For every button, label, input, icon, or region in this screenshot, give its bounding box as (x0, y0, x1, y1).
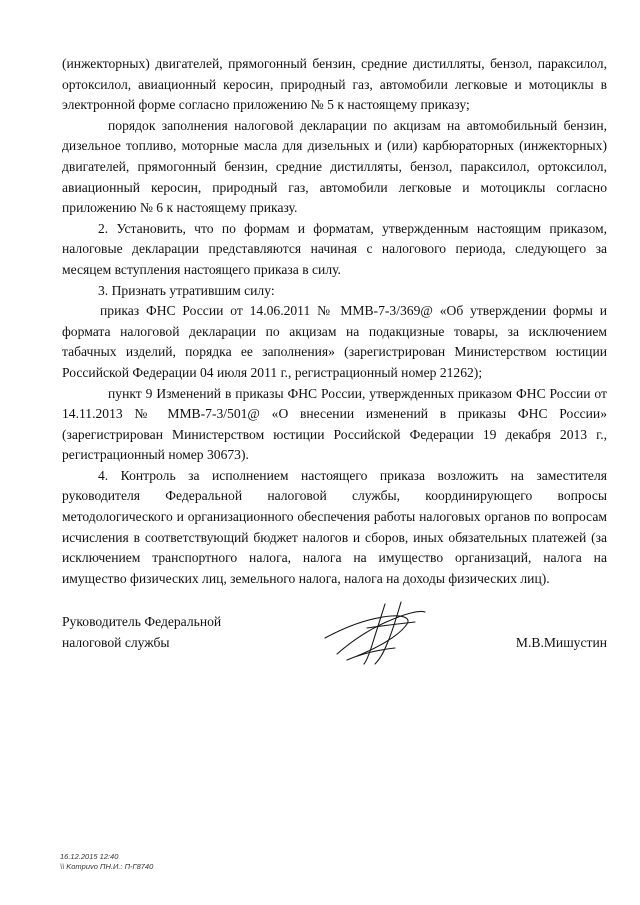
signatory-title (62, 612, 282, 653)
paragraph-clause-4: 4. Контроль за исполнением настоящего приказа возложить на заместителя руководителя Федеральной налоговой службы, координирующего вопросы методологического и организационного обеспечения работы налоговых органов по вопросам исчисления в соответствующий бюджет налогов и сборов, иных обязательных платежей (за исключением транспортного налога, налога на имущество организаций, налога на имущество физических лиц, земельного налога, налога на доходы физических лиц). (62, 467, 607, 586)
signatory-name: М.В.Мишустин (515, 635, 607, 650)
paragraph-clause-3: 3. Признать утратившим силу: (98, 282, 275, 298)
footer-timestamp: 16.12.2015 12:40 (60, 852, 119, 861)
paragraph-continuation: (инжекторных) двигателей, прямогонный бензин, средние дистилляты, бензол, параксилол, ортоксилол, авиационный керосин, природный газ, автомобили легковые и мотоциклы в электронной форме согласно приложению № 5 к настоящему приказу; (62, 56, 607, 113)
paragraph-repeal-order-369: приказ ФНС России от 14.06.2011 № ММВ-7-3/369@ «Об утверждении формы и формата налоговой декларации по акцизам на подакцизные товары, за исключением табачных изделий, порядка ее заполнения» (зарегистрирован Министерством юстиции Российской Федерации 04 июля 2011 г., регистрационный номер 21262); (62, 303, 607, 380)
signatory-title-line-1: Руководитель Федеральной (62, 614, 222, 629)
document-body (62, 54, 607, 589)
signature-block (62, 612, 607, 672)
paragraph-clause-2: 2. Установить, что по формам и форматам, утвержденным настоящим приказом, налоговые декларации представляются начиная с налогового периода, следующего за месяцем вступления настоящего приказа в силу. (62, 220, 607, 277)
handwritten-signature (307, 598, 437, 668)
paragraph-fill-order: порядок заполнения налоговой декларации по акцизам на автомобильный бензин, дизельное топливо, моторные масла для дизельных и (или) карбюраторных (инжекторных) двигателей, прямогонный бензин, средние дистилляты, бензол, параксилол, ортоксилол, авиационный керосин, природный газ, автомобили легковые и мотоциклы согласно приложению № 6 к настоящему приказу. (62, 117, 607, 216)
footer-document-id: \\ Kompuvo ПН.И.: П-Г8740 (60, 862, 154, 871)
footer-stamp (60, 852, 153, 872)
signatory-title-line-2: налоговой службы (62, 634, 170, 650)
paragraph-repeal-item-9: пункт 9 Изменений в приказы ФНС России, утвержденных приказом ФНС России от 14.11.2013 № ММВ-7-3/501@ «О внесении изменений в приказы ФНС России» (зарегистрирован Министерством юстиции Российской Федерации 19 декабря 2013 г., регистрационный номер 30673). (62, 385, 607, 463)
